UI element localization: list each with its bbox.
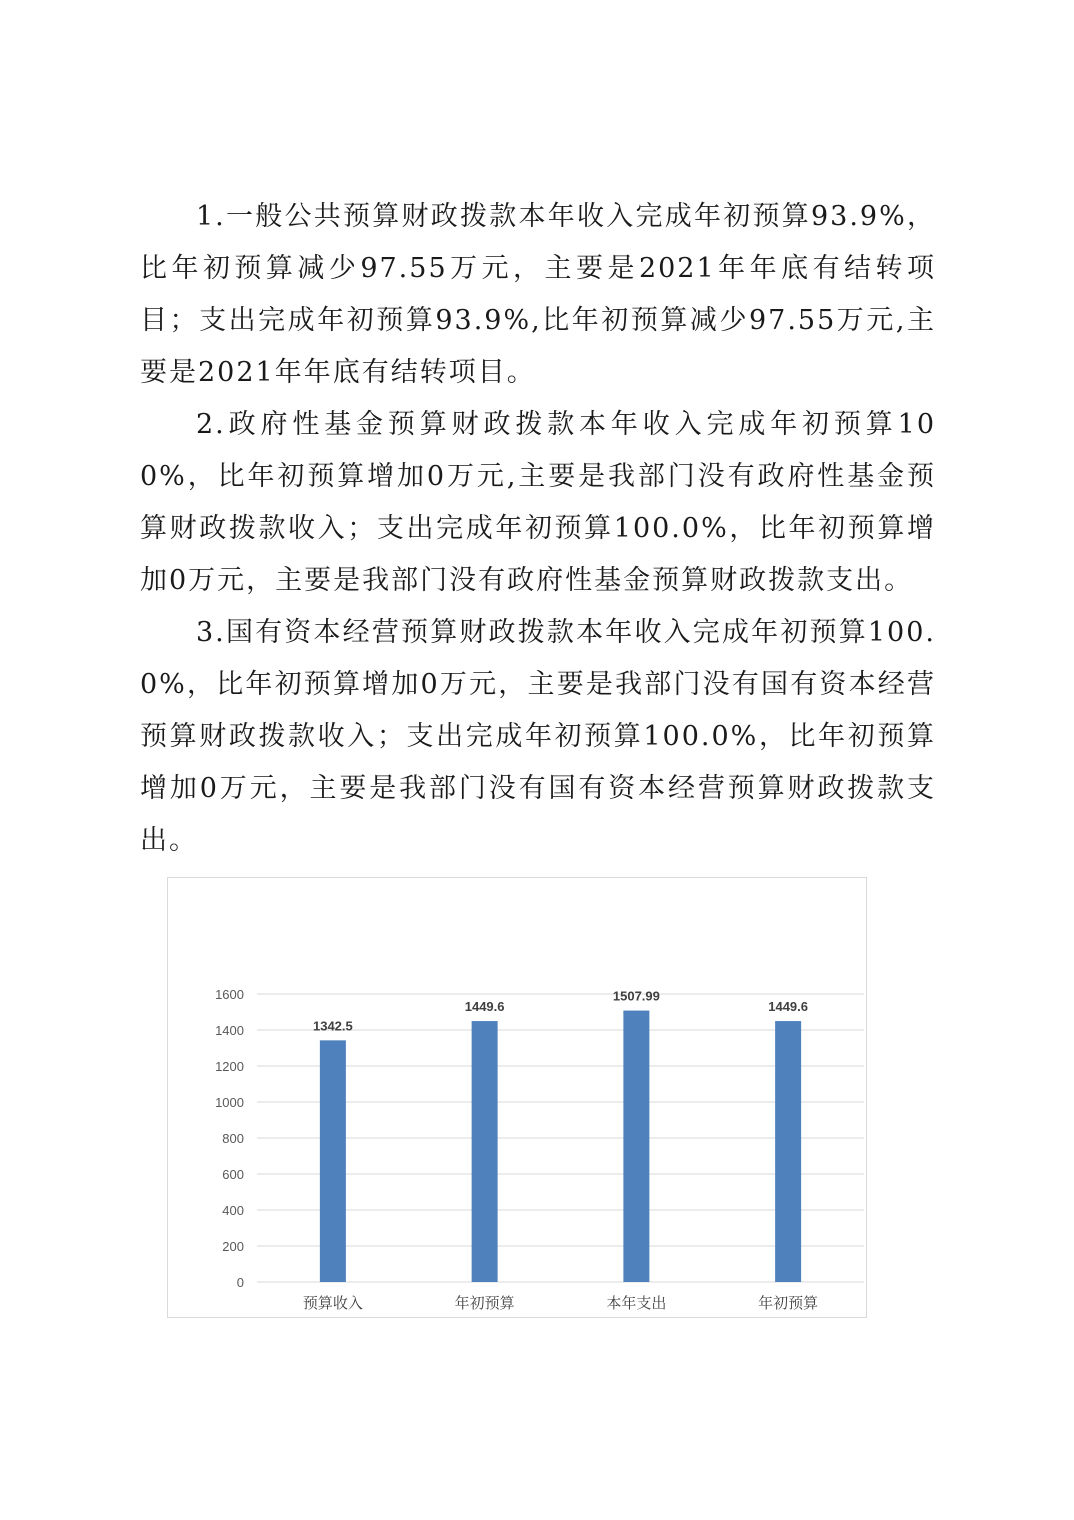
y-tick-label: 1000 xyxy=(215,1095,244,1110)
y-tick-label: 0 xyxy=(236,1275,244,1290)
y-tick-label: 600 xyxy=(222,1167,244,1182)
paragraph-government-fund: 2.政府性基金预算财政拨款本年收入完成年初预算100%，比年初预算增加0万元,主要是我部门没有政府性基金预算财政拨款收入；支出完成年初预算100.0%，比年初预算增加0万元，主要是我部门没有政府性基金预算财政拨款支出。 xyxy=(140,409,936,596)
data-label: 1507.99 xyxy=(612,988,660,1004)
bar xyxy=(320,1040,346,1282)
y-tick-label: 1400 xyxy=(215,1023,244,1038)
y-tick-label: 200 xyxy=(222,1239,244,1254)
y-tick-label: 400 xyxy=(222,1203,244,1218)
bar xyxy=(472,1021,498,1282)
x-category-label: 本年支出 xyxy=(606,1294,667,1312)
data-label: 1449.6 xyxy=(768,999,809,1015)
paragraph-general-budget: 1.一般公共预算财政拨款本年收入完成年初预算93.9%，比年初预算减少97.55万元，主要是2021年年底有结转项目；支出完成年初预算93.9%,比年初预算减少97.55万元,主要是2021年年底有结转项目。 xyxy=(140,201,936,388)
paragraph-state-capital: 3.国有资本经营预算财政拨款本年收入完成年初预算100.0%，比年初预算增加0万元，主要是我部门没有国有资本经营预算财政拨款收入；支出完成年初预算100.0%，比年初预算增加0万元，主要是我部门没有国有资本经营预算财政拨款支出。 xyxy=(140,617,936,856)
data-label: 1449.6 xyxy=(464,999,505,1015)
x-category-label: 预算收入 xyxy=(302,1294,363,1312)
y-tick-label: 800 xyxy=(222,1131,244,1146)
x-category-label: 年初预算 xyxy=(758,1294,819,1312)
x-category-label: 年初预算 xyxy=(454,1294,515,1312)
y-tick-label: 1200 xyxy=(215,1059,244,1074)
data-label: 1342.5 xyxy=(312,1018,353,1034)
bar xyxy=(775,1021,801,1282)
budget-bar-chart xyxy=(167,877,867,1318)
y-tick-label: 1600 xyxy=(215,987,244,1002)
chart-canvas xyxy=(168,878,866,1317)
bar xyxy=(623,1011,649,1282)
